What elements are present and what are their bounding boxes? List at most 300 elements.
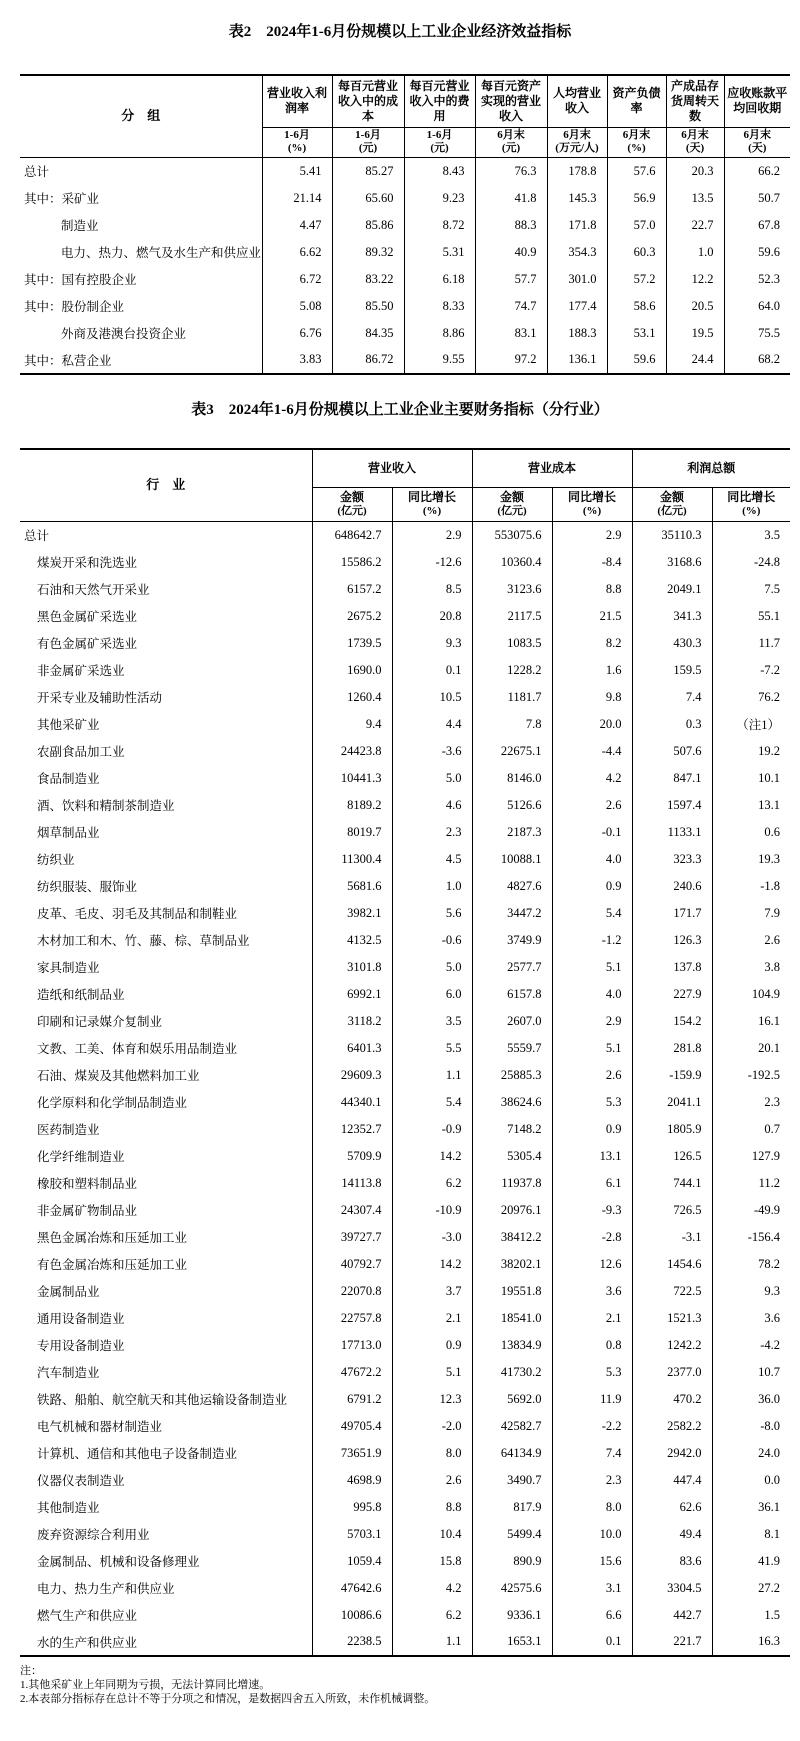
cell-value: 38624.6 bbox=[472, 1089, 552, 1116]
cell-value: 3123.6 bbox=[472, 576, 552, 603]
cell-value: 8.8 bbox=[392, 1494, 472, 1521]
row-label: 通用设备制造业 bbox=[37, 1312, 125, 1326]
cell-value: 0.9 bbox=[392, 1332, 472, 1359]
column-header: 资产负债率 bbox=[607, 75, 666, 127]
cell-value: 44340.1 bbox=[312, 1089, 392, 1116]
cell-value: 12.3 bbox=[392, 1386, 472, 1413]
cell-value: 4.4 bbox=[392, 711, 472, 738]
cell-value: 1597.4 bbox=[632, 792, 712, 819]
table2-title: 表2 2024年1-6月份规模以上工业企业经济效益指标 bbox=[228, 24, 572, 40]
subcolumn-growth: 同比增长 (%) bbox=[552, 488, 632, 522]
cell-value: 12.2 bbox=[666, 266, 724, 293]
cell-value: 10088.1 bbox=[472, 846, 552, 873]
cell-value: 39727.7 bbox=[312, 1224, 392, 1251]
cell-value: -192.5 bbox=[712, 1062, 790, 1089]
cell-value: 2.9 bbox=[552, 1008, 632, 1035]
cell-value: 744.1 bbox=[632, 1170, 712, 1197]
table-row bbox=[20, 1089, 790, 1116]
cell-value: 4.5 bbox=[392, 846, 472, 873]
cell-value: 55.1 bbox=[712, 603, 790, 630]
table-row bbox=[20, 320, 790, 347]
cell-value: 1083.5 bbox=[472, 630, 552, 657]
cell-value: 726.5 bbox=[632, 1197, 712, 1224]
cell-value: 42582.7 bbox=[472, 1413, 552, 1440]
column-header: 人均营业收入 bbox=[547, 75, 607, 127]
cell-value: 5.3 bbox=[552, 1359, 632, 1386]
cell-value: 50.7 bbox=[724, 185, 790, 212]
cell-value: 7148.2 bbox=[472, 1116, 552, 1143]
row-label: 煤炭开采和洗选业 bbox=[37, 556, 138, 570]
cell-value: 97.2 bbox=[475, 347, 547, 374]
cell-value: 74.7 bbox=[475, 293, 547, 320]
group-header-profit: 利润总额 bbox=[632, 449, 790, 488]
row-label: 电力、热力生产和供应业 bbox=[37, 1582, 175, 1596]
row-label: 废弃资源综合利用业 bbox=[37, 1528, 150, 1542]
cell-value: 136.1 bbox=[547, 347, 607, 374]
row-label: 外商及港澳台投资企业 bbox=[61, 327, 187, 341]
row-label: 黑色金属矿采选业 bbox=[37, 610, 138, 624]
cell-value: 19.2 bbox=[712, 738, 790, 765]
cell-value: 5692.0 bbox=[472, 1386, 552, 1413]
cell-value: 3118.2 bbox=[312, 1008, 392, 1035]
cell-value: 1.0 bbox=[666, 239, 724, 266]
cell-value: 13.1 bbox=[712, 792, 790, 819]
cell-value: 27.2 bbox=[712, 1575, 790, 1602]
cell-value: 301.0 bbox=[547, 266, 607, 293]
row-label: 仪器仪表制造业 bbox=[37, 1474, 125, 1488]
cell-value: 4.0 bbox=[552, 846, 632, 873]
cell-value: 3304.5 bbox=[632, 1575, 712, 1602]
cell-value: 2238.5 bbox=[312, 1629, 392, 1656]
row-label: 非金属矿采选业 bbox=[37, 664, 125, 678]
row-label: 化学原料和化学制品制造业 bbox=[37, 1096, 188, 1110]
cell-value: 3168.6 bbox=[632, 549, 712, 576]
cell-value: 240.6 bbox=[632, 873, 712, 900]
cell-value: 3.1 bbox=[552, 1575, 632, 1602]
cell-value: 40792.7 bbox=[312, 1251, 392, 1278]
row-label: 制造业 bbox=[61, 219, 99, 233]
cell-value: 6.1 bbox=[552, 1170, 632, 1197]
group-header-cost: 营业成本 bbox=[472, 449, 632, 488]
cell-value: 17713.0 bbox=[312, 1332, 392, 1359]
cell-value: 89.32 bbox=[332, 239, 404, 266]
table-row bbox=[20, 900, 790, 927]
cell-value: 84.35 bbox=[332, 320, 404, 347]
cell-value: -0.1 bbox=[552, 819, 632, 846]
row-label: 石油和天然气开采业 bbox=[37, 583, 150, 597]
cell-value: 36.1 bbox=[712, 1494, 790, 1521]
cell-value: 83.1 bbox=[475, 320, 547, 347]
cell-value: 2.6 bbox=[392, 1467, 472, 1494]
table-row bbox=[20, 1116, 790, 1143]
cell-value: 5.0 bbox=[392, 765, 472, 792]
cell-value: 0.6 bbox=[712, 819, 790, 846]
cell-value: 3.6 bbox=[552, 1278, 632, 1305]
cell-value: 1805.9 bbox=[632, 1116, 712, 1143]
cell-value: 7.9 bbox=[712, 900, 790, 927]
cell-value: 85.86 bbox=[332, 212, 404, 239]
row-label: 农副食品加工业 bbox=[37, 745, 125, 759]
cell-value: 0.7 bbox=[712, 1116, 790, 1143]
cell-value: 83.6 bbox=[632, 1548, 712, 1575]
table3-financial-indicators bbox=[20, 448, 790, 1657]
row-label: 烟草制品业 bbox=[37, 826, 100, 840]
cell-value: 8.86 bbox=[404, 320, 475, 347]
footnote-heading: 注： bbox=[20, 1664, 42, 1677]
cell-value: 14113.8 bbox=[312, 1170, 392, 1197]
table-row bbox=[20, 1170, 790, 1197]
cell-value: 1521.3 bbox=[632, 1305, 712, 1332]
row-label: 其中：国有控股企业 bbox=[24, 273, 137, 287]
cell-value: 2577.7 bbox=[472, 954, 552, 981]
cell-value: 154.2 bbox=[632, 1008, 712, 1035]
row-label: 其中：私营企业 bbox=[24, 353, 112, 368]
table-row bbox=[20, 1359, 790, 1386]
table-row bbox=[20, 1629, 790, 1656]
cell-value: 4698.9 bbox=[312, 1467, 392, 1494]
cell-value: 9.55 bbox=[404, 347, 475, 374]
cell-value: 11.9 bbox=[552, 1386, 632, 1413]
column-unit: 6月末 (%) bbox=[607, 127, 666, 158]
cell-value: 8.8 bbox=[552, 576, 632, 603]
cell-value: 1242.2 bbox=[632, 1332, 712, 1359]
cell-value: 177.4 bbox=[547, 293, 607, 320]
subcolumn-amount: 金额 (亿元) bbox=[472, 488, 552, 522]
table2-economic-indicators bbox=[20, 74, 790, 375]
cell-value: 57.6 bbox=[607, 158, 666, 185]
cell-value: 5.31 bbox=[404, 239, 475, 266]
cell-value: 1260.4 bbox=[312, 684, 392, 711]
cell-value: 24307.4 bbox=[312, 1197, 392, 1224]
cell-value: 19.3 bbox=[712, 846, 790, 873]
row-label: 文教、工美、体育和娱乐用品制造业 bbox=[37, 1042, 238, 1056]
cell-value: 6992.1 bbox=[312, 981, 392, 1008]
cell-value: 16.3 bbox=[712, 1629, 790, 1656]
cell-value: 2.9 bbox=[552, 522, 632, 549]
cell-value: 62.6 bbox=[632, 1494, 712, 1521]
cell-value: 64134.9 bbox=[472, 1440, 552, 1467]
cell-value: 16.1 bbox=[712, 1008, 790, 1035]
cell-value: 4.47 bbox=[262, 212, 332, 239]
cell-value: 188.3 bbox=[547, 320, 607, 347]
cell-value: 5703.1 bbox=[312, 1521, 392, 1548]
cell-value: 53.1 bbox=[607, 320, 666, 347]
cell-value: 7.4 bbox=[552, 1440, 632, 1467]
cell-value: 49705.4 bbox=[312, 1413, 392, 1440]
cell-value: 2049.1 bbox=[632, 576, 712, 603]
cell-value: 78.2 bbox=[712, 1251, 790, 1278]
cell-value: -156.4 bbox=[712, 1224, 790, 1251]
table-row bbox=[20, 738, 790, 765]
cell-value: 1739.5 bbox=[312, 630, 392, 657]
cell-value: 5709.9 bbox=[312, 1143, 392, 1170]
column-header: 每百元资产实现的营业收入 bbox=[475, 75, 547, 127]
table-row bbox=[20, 1521, 790, 1548]
cell-value: 22675.1 bbox=[472, 738, 552, 765]
cell-value: 6.2 bbox=[392, 1170, 472, 1197]
row-label: 水的生产和供应业 bbox=[37, 1635, 138, 1650]
cell-value: 1228.2 bbox=[472, 657, 552, 684]
cell-value: 1059.4 bbox=[312, 1548, 392, 1575]
cell-value: 59.6 bbox=[607, 347, 666, 374]
row-label: 电气机械和器材制造业 bbox=[37, 1420, 163, 1434]
column-header: 应收账款平均回收期 bbox=[724, 75, 790, 127]
cell-value: 1.0 bbox=[392, 873, 472, 900]
table-row bbox=[20, 603, 790, 630]
table-row bbox=[20, 1467, 790, 1494]
cell-value: 3490.7 bbox=[472, 1467, 552, 1494]
row-label: 食品制造业 bbox=[37, 772, 100, 786]
row-label: 印刷和记录媒介复制业 bbox=[37, 1015, 163, 1029]
table-row bbox=[20, 1278, 790, 1305]
cell-value: 22757.8 bbox=[312, 1305, 392, 1332]
cell-value: 137.8 bbox=[632, 954, 712, 981]
table-row bbox=[20, 158, 790, 185]
cell-value: 6.18 bbox=[404, 266, 475, 293]
cell-value: 6.6 bbox=[552, 1602, 632, 1629]
footnotes bbox=[20, 1664, 800, 1706]
subcolumn-growth: 同比增长 (%) bbox=[392, 488, 472, 522]
table-row bbox=[20, 657, 790, 684]
cell-value: 20.1 bbox=[712, 1035, 790, 1062]
cell-value: 2.6 bbox=[712, 927, 790, 954]
cell-value: -10.9 bbox=[392, 1197, 472, 1224]
table-row bbox=[20, 1224, 790, 1251]
cell-value: 65.60 bbox=[332, 185, 404, 212]
cell-value: （注1） bbox=[712, 711, 790, 738]
row-label: 金属制品、机械和设备修理业 bbox=[37, 1555, 200, 1569]
cell-value: 553075.6 bbox=[472, 522, 552, 549]
row-label: 总计 bbox=[24, 529, 50, 544]
column-unit: 6月末 (天) bbox=[724, 127, 790, 158]
row-label: 纺织服装、服饰业 bbox=[37, 880, 138, 894]
cell-value: 6.2 bbox=[392, 1602, 472, 1629]
cell-value: 5305.4 bbox=[472, 1143, 552, 1170]
cell-value: 10.5 bbox=[392, 684, 472, 711]
footnote-1: 1.其他采矿业上年同期为亏损，无法计算同比增速。 bbox=[20, 1678, 271, 1691]
row-label: 燃气生产和供应业 bbox=[37, 1609, 138, 1623]
cell-value: 648642.7 bbox=[312, 522, 392, 549]
row-label: 其他采矿业 bbox=[37, 718, 100, 732]
cell-value: 178.8 bbox=[547, 158, 607, 185]
cell-value: 12352.7 bbox=[312, 1116, 392, 1143]
cell-value: 890.9 bbox=[472, 1548, 552, 1575]
cell-value: 127.9 bbox=[712, 1143, 790, 1170]
cell-value: 2377.0 bbox=[632, 1359, 712, 1386]
cell-value: 47672.2 bbox=[312, 1359, 392, 1386]
cell-value: 7.5 bbox=[712, 576, 790, 603]
table2-group-header: 分 组 bbox=[20, 75, 262, 158]
cell-value: 447.4 bbox=[632, 1467, 712, 1494]
cell-value: 38202.1 bbox=[472, 1251, 552, 1278]
column-unit: 6月末 (万元/人) bbox=[547, 127, 607, 158]
row-label: 汽车制造业 bbox=[37, 1366, 100, 1380]
table-row bbox=[20, 684, 790, 711]
cell-value: 5.4 bbox=[392, 1089, 472, 1116]
cell-value: 57.0 bbox=[607, 212, 666, 239]
cell-value: 341.3 bbox=[632, 603, 712, 630]
cell-value: 442.7 bbox=[632, 1602, 712, 1629]
cell-value: 1181.7 bbox=[472, 684, 552, 711]
cell-value: 2.6 bbox=[552, 792, 632, 819]
cell-value: 0.1 bbox=[552, 1629, 632, 1656]
cell-value: 24423.8 bbox=[312, 738, 392, 765]
cell-value: 5.5 bbox=[392, 1035, 472, 1062]
cell-value: 227.9 bbox=[632, 981, 712, 1008]
cell-value: 9.23 bbox=[404, 185, 475, 212]
cell-value: 6.62 bbox=[262, 239, 332, 266]
table-row bbox=[20, 954, 790, 981]
cell-value: 2.3 bbox=[712, 1089, 790, 1116]
table3-group-header: 行 业 bbox=[20, 449, 312, 522]
cell-value: 36.0 bbox=[712, 1386, 790, 1413]
cell-value: 35110.3 bbox=[632, 522, 712, 549]
table3-title: 表3 2024年1-6月份规模以上工业企业主要财务指标（分行业） bbox=[191, 401, 609, 418]
cell-value: 41.8 bbox=[475, 185, 547, 212]
table-row bbox=[20, 846, 790, 873]
cell-value: 3982.1 bbox=[312, 900, 392, 927]
cell-value: 323.3 bbox=[632, 846, 712, 873]
cell-value: 1.1 bbox=[392, 1629, 472, 1656]
cell-value: 2675.2 bbox=[312, 603, 392, 630]
column-unit: 6月末 (天) bbox=[666, 127, 724, 158]
cell-value: 5.1 bbox=[552, 1035, 632, 1062]
row-label: 电力、热力、燃气及水生产和供应业 bbox=[61, 246, 262, 260]
table2-header-row-names bbox=[20, 75, 790, 127]
cell-value: 83.22 bbox=[332, 266, 404, 293]
cell-value: 5499.4 bbox=[472, 1521, 552, 1548]
cell-value: 9.3 bbox=[712, 1278, 790, 1305]
cell-value: 8.5 bbox=[392, 576, 472, 603]
cell-value: 9.3 bbox=[392, 630, 472, 657]
cell-value: 8146.0 bbox=[472, 765, 552, 792]
cell-value: 8019.7 bbox=[312, 819, 392, 846]
row-label: 黑色金属冶炼和压延加工业 bbox=[37, 1231, 188, 1245]
cell-value: 995.8 bbox=[312, 1494, 392, 1521]
cell-value: 59.6 bbox=[724, 239, 790, 266]
row-label: 铁路、船舶、航空航天和其他运输设备制造业 bbox=[37, 1393, 288, 1407]
cell-value: 8189.2 bbox=[312, 792, 392, 819]
cell-value: 104.9 bbox=[712, 981, 790, 1008]
subcolumn-amount: 金额 (亿元) bbox=[632, 488, 712, 522]
cell-value: -3.1 bbox=[632, 1224, 712, 1251]
row-label: 家具制造业 bbox=[37, 961, 100, 975]
cell-value: 6.76 bbox=[262, 320, 332, 347]
cell-value: 2.3 bbox=[552, 1467, 632, 1494]
cell-value: 14.2 bbox=[392, 1251, 472, 1278]
row-label: 石油、煤炭及其他燃料加工业 bbox=[37, 1069, 200, 1083]
cell-value: 5.3 bbox=[552, 1089, 632, 1116]
cell-value: 3.8 bbox=[712, 954, 790, 981]
cell-value: 85.50 bbox=[332, 293, 404, 320]
cell-value: -0.9 bbox=[392, 1116, 472, 1143]
cell-value: 1653.1 bbox=[472, 1629, 552, 1656]
cell-value: 22.7 bbox=[666, 212, 724, 239]
cell-value: 126.5 bbox=[632, 1143, 712, 1170]
cell-value: 145.3 bbox=[547, 185, 607, 212]
table-row bbox=[20, 293, 790, 320]
cell-value: 21.5 bbox=[552, 603, 632, 630]
cell-value: 430.3 bbox=[632, 630, 712, 657]
cell-value: 0.9 bbox=[552, 1116, 632, 1143]
cell-value: 18541.0 bbox=[472, 1305, 552, 1332]
cell-value: -8.4 bbox=[552, 549, 632, 576]
cell-value: 29609.3 bbox=[312, 1062, 392, 1089]
cell-value: 0.1 bbox=[392, 657, 472, 684]
row-label: 木材加工和木、竹、藤、棕、草制品业 bbox=[37, 934, 250, 948]
cell-value: 11937.8 bbox=[472, 1170, 552, 1197]
cell-value: 4827.6 bbox=[472, 873, 552, 900]
row-label: 其中：采矿业 bbox=[24, 192, 100, 206]
cell-value: 13.5 bbox=[666, 185, 724, 212]
row-label: 其中：股份制企业 bbox=[24, 300, 125, 314]
cell-value: 20.8 bbox=[392, 603, 472, 630]
cell-value: 85.27 bbox=[332, 158, 404, 185]
cell-value: 8.72 bbox=[404, 212, 475, 239]
table-row bbox=[20, 873, 790, 900]
cell-value: 6157.2 bbox=[312, 576, 392, 603]
cell-value: 9.8 bbox=[552, 684, 632, 711]
cell-value: 52.3 bbox=[724, 266, 790, 293]
cell-value: 11.7 bbox=[712, 630, 790, 657]
cell-value: 507.6 bbox=[632, 738, 712, 765]
row-label: 皮革、毛皮、羽毛及其制品和制鞋业 bbox=[37, 907, 238, 921]
table-row bbox=[20, 1602, 790, 1629]
row-label: 有色金属冶炼和压延加工业 bbox=[37, 1258, 188, 1272]
table-row bbox=[20, 1494, 790, 1521]
cell-value: 22070.8 bbox=[312, 1278, 392, 1305]
row-label: 其他制造业 bbox=[37, 1501, 100, 1515]
cell-value: 15.6 bbox=[552, 1548, 632, 1575]
subcolumn-growth: 同比增长 (%) bbox=[712, 488, 790, 522]
table-row bbox=[20, 1143, 790, 1170]
table-row bbox=[20, 1332, 790, 1359]
cell-value: 4.6 bbox=[392, 792, 472, 819]
cell-value: 159.5 bbox=[632, 657, 712, 684]
cell-value: 1133.1 bbox=[632, 819, 712, 846]
cell-value: -4.4 bbox=[552, 738, 632, 765]
cell-value: 8.0 bbox=[552, 1494, 632, 1521]
cell-value: 2.9 bbox=[392, 522, 472, 549]
row-label: 专用设备制造业 bbox=[37, 1339, 125, 1353]
cell-value: 11300.4 bbox=[312, 846, 392, 873]
table-row bbox=[20, 347, 790, 374]
column-header: 产成品存货周转天数 bbox=[666, 75, 724, 127]
cell-value: 9.4 bbox=[312, 711, 392, 738]
table-row bbox=[20, 1305, 790, 1332]
table-row bbox=[20, 792, 790, 819]
cell-value: 86.72 bbox=[332, 347, 404, 374]
cell-value: 0.0 bbox=[712, 1467, 790, 1494]
cell-value: 281.8 bbox=[632, 1035, 712, 1062]
cell-value: 3.7 bbox=[392, 1278, 472, 1305]
cell-value: 354.3 bbox=[547, 239, 607, 266]
cell-value: 24.0 bbox=[712, 1440, 790, 1467]
cell-value: 3101.8 bbox=[312, 954, 392, 981]
cell-value: 66.2 bbox=[724, 158, 790, 185]
cell-value: 8.2 bbox=[552, 630, 632, 657]
column-unit: 1-6月 (元) bbox=[332, 127, 404, 158]
cell-value: 7.8 bbox=[472, 711, 552, 738]
cell-value: -8.0 bbox=[712, 1413, 790, 1440]
cell-value: 6.72 bbox=[262, 266, 332, 293]
row-label: 金属制品业 bbox=[37, 1285, 100, 1299]
table-row bbox=[20, 212, 790, 239]
cell-value: 3.6 bbox=[712, 1305, 790, 1332]
cell-value: 5.1 bbox=[392, 1359, 472, 1386]
cell-value: -12.6 bbox=[392, 549, 472, 576]
cell-value: 12.6 bbox=[552, 1251, 632, 1278]
